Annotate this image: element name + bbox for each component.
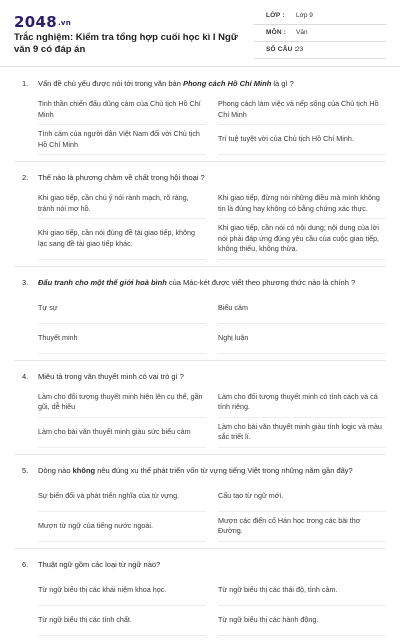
- meta-subject: MÔN : Văn: [254, 25, 386, 42]
- answer-option[interactable]: Mượn các điển cố Hán học trong các bài thơ Đường.: [218, 512, 386, 542]
- answer-option[interactable]: Từ ngữ biểu thị các khái niệm khoa học.: [38, 576, 206, 606]
- answer-option[interactable]: Nghị luận: [218, 324, 386, 354]
- answer-option[interactable]: Làm cho đối tượng thuyết minh có tính cách và cá tính riêng.: [218, 388, 386, 418]
- divider: [14, 360, 386, 361]
- divider: [14, 266, 386, 267]
- answer-option[interactable]: Khi giao tiếp, cần chú ý nói rành mạch, rõ ràng, tránh nói mơ hồ.: [38, 189, 206, 219]
- answer-option[interactable]: Mượn từ ngữ của tiếng nước ngoài.: [38, 512, 206, 542]
- divider: [14, 454, 386, 455]
- question-4: [14, 367, 386, 455]
- meta-question-count: SỐ CÂU : 23: [254, 42, 386, 59]
- answer-option[interactable]: Tinh thần chiến đấu dũng cảm của Chủ tịch Hồ Chí Minh: [38, 95, 206, 125]
- question-3: [14, 273, 386, 361]
- question-text: 1. Vấn đề chủ yếu được nói tới trong văn bản Phong cách Hồ Chí Minh là gì ?: [22, 79, 294, 88]
- answer-option[interactable]: Khi giao tiếp, cần nói đúng đề tài giao tiếp, không lạc sang đề tài giao tiếp khác.: [38, 219, 206, 260]
- answer-option[interactable]: Từ ngữ biểu thị các thái độ, tình cảm.: [218, 576, 386, 606]
- question-2: [14, 168, 386, 267]
- exam-meta: [254, 8, 386, 59]
- question-text: 2. Thế nào là phương châm về chất trong hội thoại ?: [22, 173, 205, 182]
- answer-option[interactable]: Tự sự: [38, 294, 206, 324]
- question-1: [14, 74, 386, 162]
- question-text: 4. Miêu tả trong văn thuyết minh có vai trò gì ?: [22, 371, 184, 381]
- answer-option[interactable]: Khi giao tiếp, đừng nói những điều mà mình không tin là đúng hay không có bằng chứng xác thực.: [218, 189, 386, 219]
- answer-option[interactable]: Biểu cảm: [218, 294, 386, 324]
- answer-option[interactable]: Thuyết minh: [38, 324, 206, 354]
- question-text: 5. Dòng nào không nêu đúng xu thế phát triển vốn từ vựng tiếng Việt trong những năm gần đây?: [22, 465, 353, 475]
- site-logo[interactable]: 2048.vn: [14, 13, 72, 31]
- answer-option[interactable]: Khi giao tiếp, cần nói có nội dung; nội dung của lời nói phải đáp ứng đúng yêu cầu của cuộc giao tiếp, không thiếu, không thừa.: [218, 219, 386, 260]
- answer-option[interactable]: Làm cho đối tượng thuyết minh hiện lên cụ thể, gần gũi, dễ hiểu: [38, 388, 206, 418]
- answer-option[interactable]: Trí tuệ tuyệt vời của Chủ tịch Hồ Chí Minh.: [218, 125, 386, 155]
- divider: [14, 161, 386, 162]
- question-text: 3. Đấu tranh cho một thế giới hoà bình của Mác-két được viết theo phương thức nào là chính ?: [22, 277, 356, 287]
- question-text: 6. Thuật ngữ gồm các loại từ ngữ nào?: [22, 559, 161, 569]
- answer-option[interactable]: Từ ngữ biểu thị các hành động.: [218, 606, 386, 636]
- question-6: [14, 555, 386, 636]
- answer-option[interactable]: Từ ngữ biểu thị các tính chất.: [38, 606, 206, 636]
- meta-class: LỚP : Lớp 9: [254, 8, 386, 25]
- answer-option[interactable]: Cấu tạo từ ngữ mới.: [218, 482, 386, 512]
- answer-option[interactable]: Làm cho bài văn thuyết minh giàu sức biểu cảm: [38, 418, 206, 448]
- page-header: [14, 8, 386, 60]
- page-title: Trắc nghiệm: Kiểm tra tổng hợp cuối học kì I Ngữ văn 9 có đáp án: [14, 32, 238, 55]
- answer-option[interactable]: Sự biến đổi và phát triển nghĩa của từ vựng.: [38, 482, 206, 512]
- answer-option[interactable]: Tình cảm của người dân Việt Nam đối với Chủ tịch Hồ Chí Minh: [38, 125, 206, 155]
- question-5: [14, 461, 386, 549]
- header-divider: [0, 66, 400, 67]
- answer-option[interactable]: Phong cách làm việc và nếp sống của Chủ tịch Hồ Chí Minh: [218, 95, 386, 125]
- answer-option[interactable]: Làm cho bài văn thuyết minh giàu tính logic và màu sắc triết lí.: [218, 418, 386, 448]
- question-list: [14, 74, 386, 642]
- divider: [14, 548, 386, 549]
